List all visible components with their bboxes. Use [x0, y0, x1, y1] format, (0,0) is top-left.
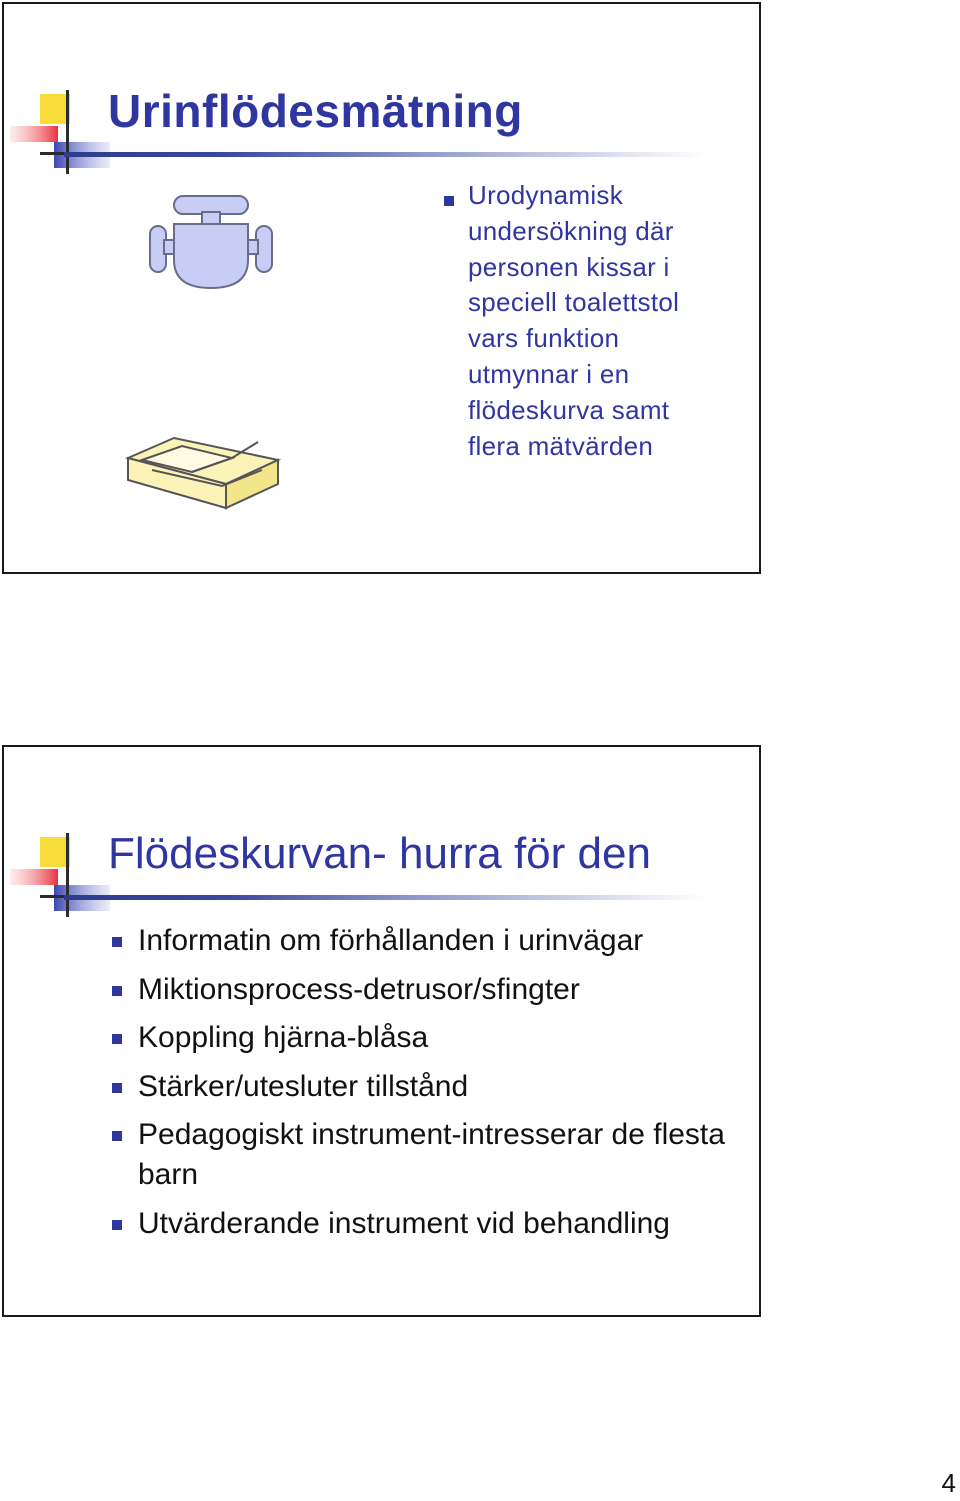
title-underline — [64, 895, 704, 900]
description-line: vars funktion — [468, 323, 620, 354]
description-line: flödeskurva samt — [468, 394, 670, 425]
bullet-square — [112, 1083, 122, 1093]
bullet-square — [112, 1131, 122, 1141]
list-item — [108, 1204, 758, 1244]
title-underline — [64, 152, 704, 157]
slide-logo-icon — [10, 86, 110, 176]
list-item-text: Utvärderande instrument vid behandling — [138, 1206, 670, 1240]
description-line: undersökning där — [468, 215, 674, 246]
bullet-square — [112, 937, 122, 947]
slide-logo-icon — [10, 829, 110, 919]
toilet-chair-icon — [144, 190, 278, 294]
description-text — [468, 178, 748, 464]
list-item — [108, 1018, 758, 1058]
description-line: Urodynamisk — [468, 180, 624, 210]
bullet-square — [112, 1220, 122, 1230]
list-item-text: Pedagogiskt instrument-intresserar de flesta barn — [138, 1118, 725, 1191]
description-line: flera mätvärden — [468, 430, 654, 461]
list-item-text: Stärker/utesluter tillstånd — [138, 1069, 469, 1103]
slide-title: Urinflödesmätning — [108, 85, 523, 137]
bullet-square — [112, 1034, 122, 1044]
page-number: 4 — [941, 1468, 956, 1498]
description-line: speciell toalettstol — [468, 287, 680, 318]
bullet-square — [112, 986, 122, 996]
description-line: utmynnar i en — [468, 358, 630, 389]
list-item — [108, 1067, 758, 1107]
list-item — [108, 1115, 758, 1195]
paper-tray-icon — [122, 430, 282, 514]
slide-2 — [2, 745, 761, 1317]
list-item-text: Informatin om förhållanden i urinvägar — [138, 924, 644, 957]
list-item — [108, 921, 758, 961]
list-item — [108, 970, 758, 1010]
list-item-text: Miktionsprocess-detrusor/sfingter — [138, 972, 580, 1006]
bullet-list — [108, 921, 758, 1252]
list-item-text: Koppling hjärna-blåsa — [138, 1021, 429, 1054]
description-line: personen kissar i — [468, 251, 670, 282]
slide-1 — [2, 2, 761, 574]
slide-title: Flödeskurvan- hurra för den — [108, 829, 651, 878]
description-bullet — [444, 196, 454, 206]
